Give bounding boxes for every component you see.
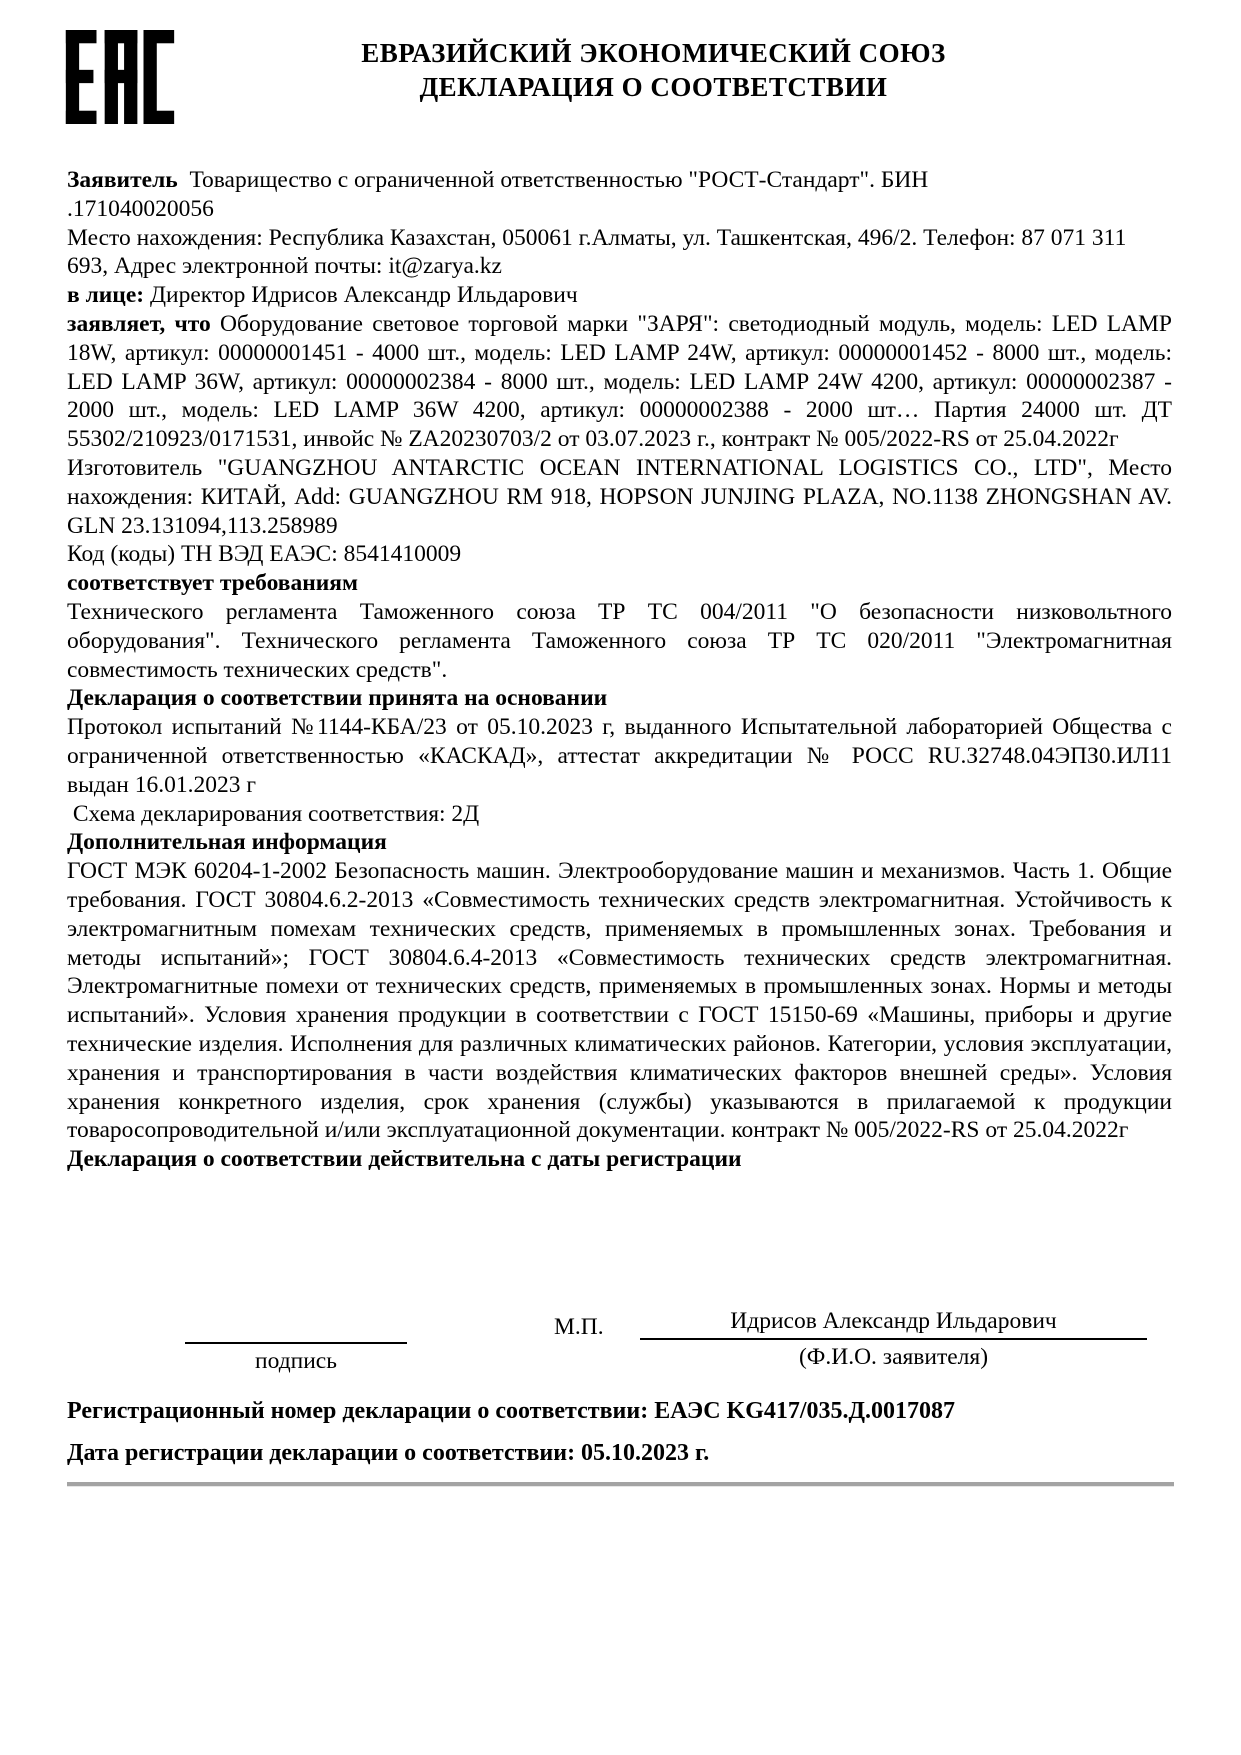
paragraph [67, 195, 1172, 224]
paragraph [67, 598, 1172, 684]
paragraph-label: Дополнительная информация [67, 829, 387, 856]
paragraph-text: Товарищество с ограниченной ответственностью "РОСТ-Стандарт". БИН [177, 167, 929, 193]
paragraph-text: Место нахождения: Республика Казахстан, 050061 г.Алматы, ул. Ташкентская, 496/2. Телефон: 87 071 311 693, Адрес электронной почты: it@zarya.kz [67, 224, 1133, 280]
stamp-place-label: М.П. [554, 1314, 604, 1340]
registration-date-line: Дата регистрации декларации о соответствии: 05.10.2023 г. [67, 1440, 710, 1466]
paragraph-text: Схема декларирования соответствия: 2Д [67, 800, 480, 827]
paragraph-text: Изготовитель "GUANGZHOU ANTARCTIC OCEAN INTERNATIONAL LOGISTICS CO., LTD", Место нахождения: КИТАЙ, Add: GUANGZHOU RM 918, HOPSON JUNJING PLAZA, NO.1138 ZHONGSHAN AV. GLN 23.131094,113.258989 [67, 454, 1172, 539]
applicant-name-caption: (Ф.И.О. заявителя) [798, 1344, 989, 1370]
paragraph-text: Технического регламента Таможенного союза ТР ТС 004/2011 "О безопасности низковольтного оборудования". Технического регламента Таможенного союза ТР ТС 020/2011 "Электромагнитная совместимость технических средств". [67, 598, 1172, 683]
paragraph-text: Директор Идрисов Александр Ильдарович [144, 282, 578, 309]
paragraph [67, 800, 1172, 829]
union-title: ЕВРАЗИЙСКИЙ ЭКОНОМИЧЕСКИЙ СОЮЗ [361, 38, 946, 68]
paragraph [67, 454, 1172, 540]
paragraph [67, 828, 1172, 857]
paragraph [67, 224, 1172, 282]
paragraph [67, 857, 1172, 1145]
applicant-name-field [640, 1308, 1147, 1371]
paragraph-label: в лице: [67, 282, 145, 309]
paragraph [67, 1145, 1172, 1174]
paragraph-text: Код (коды) ТН ВЭД ЕАЭС: 8541410009 [67, 541, 462, 568]
paragraph-label: Заявитель [67, 167, 178, 193]
registration-number-line: Регистрационный номер декларации о соответствии: ЕАЭС KG417/035.Д.0017087 [67, 1398, 956, 1424]
signature-section [67, 1308, 1174, 1398]
registration-section [67, 1396, 1174, 1480]
paragraph [67, 569, 1172, 598]
paragraph-text: ГОСТ МЭК 60204-1-2002 Безопасность машин. Электрооборудование машин и механизмов. Часть 1. Общие требования. ГОСТ 30804.6.2-2013 «Совместимость технических средств электромагнитная. Устойчивость к электромагнитным помехам технических средств, применяемых в промышленных зонах. Требования и методы испытаний»; ГОСТ 30804.6.4-2013 «Совместимость технических средств электромагнитная. Электромагнитные помехи от технических средств, применяемых в промышленных зонах. Нормы и методы испытаний». Условия хранения продукции в соответствии с ГОСТ 15150-69 «Машины, приборы и другие технические изделия. Исполнения для различных климатических районов. Категории, условия эксплуатации, хранения и транспортирования в части воздействия климатических факторов внешней среды». Условия хранения конкретного изделия, срок хранения (службы) указываются в прилагаемой к продукции товаросопроводительной и/или эксплуатационной документации. контракт № 005/2022-RS от 25.04.2022г [67, 858, 1172, 1144]
document-header [33, 36, 1241, 104]
applicant-name: Идрисов Александр Ильдарович [640, 1308, 1147, 1340]
paragraph-label: соответствует требованиям [67, 570, 359, 597]
footer-divider [67, 1482, 1174, 1487]
paragraph-label: Декларация о соответствии действительна с даты регистрации [67, 1146, 742, 1173]
paragraph [67, 713, 1172, 799]
paragraph [67, 281, 1172, 310]
declaration-title: ДЕКЛАРАЦИЯ О СООТВЕТСТВИИ [419, 72, 888, 102]
paragraph-label: Декларация о соответствии принята на основании [67, 685, 608, 712]
signature-line [185, 1308, 407, 1344]
paragraph [67, 684, 1172, 713]
paragraph [67, 540, 1172, 569]
signature-caption: подпись [255, 1348, 337, 1374]
signature-field [185, 1308, 407, 1375]
paragraph-text: Протокол испытаний №1144-КБА/23 от 05.10.2023 г, выданного Испытательной лабораторией Общества с ограниченной ответственностью «КАСКАД», аттестат аккредитации № РОСС RU.З2748.04ЭПЗ0.ИЛ11 выдан 16.01.2023 г [67, 714, 1172, 798]
paragraph-label: заявляет, что [67, 310, 211, 337]
document-body [67, 166, 1172, 1174]
paragraph-text: Оборудование световое торговой марки "ЗАРЯ": светодиодный модуль, модель: LED LAMP 18W, артикул: 00000001451 - 4000 шт., модель: LED LAMP 24W, артикул: 00000001452 - 8000 шт., модель: LED LAMP 36W, артикул: 00000002384 - 8000 шт., модель: LED LAMP 24W 4200, артикул: 00000002387 - 2000 шт., модель: LED LAMP 36W 4200, артикул: 00000002388 - 2000 шт… Партия 24000 шт. ДТ 55302/210923/0171531, инвойс № ZA20230703/2 от 03.07.2023 г., контракт № 005/2022-RS от 25.04.2022г [67, 310, 1172, 453]
paragraph [67, 166, 1172, 195]
paragraph-text: .171040020056 [67, 195, 214, 222]
paragraph [67, 310, 1172, 454]
